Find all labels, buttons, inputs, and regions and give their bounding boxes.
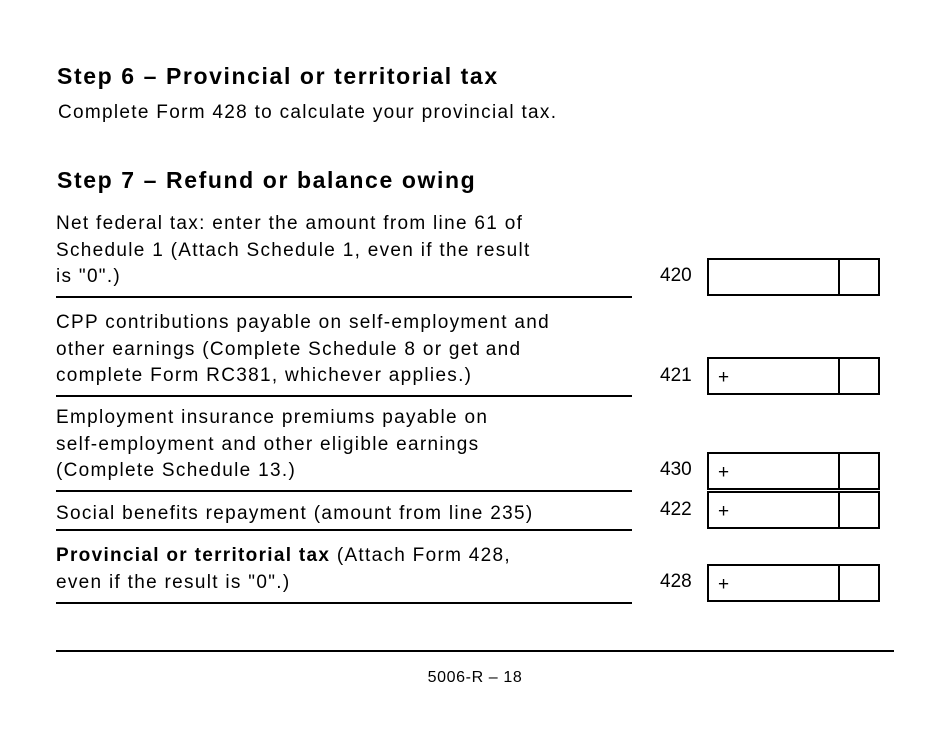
line-421-amount-field[interactable]: [707, 357, 880, 395]
line-421-text: other earnings (Complete Schedule 8 or get and: [56, 338, 522, 360]
row-separator: [56, 490, 632, 492]
line-428-description: [56, 543, 656, 596]
line-420-text: Schedule 1 (Attach Schedule 1, even if the result: [56, 239, 531, 261]
line-420-text: is "0".): [56, 266, 122, 287]
line-430-description: [56, 405, 656, 485]
line-430-operator: +: [718, 462, 730, 483]
line-421-text: CPP contributions payable on self-employment and: [56, 312, 551, 333]
line-430-text: Employment insurance premiums payable on: [56, 407, 489, 428]
line-420-text: Net federal tax: enter the amount from line 61 of: [56, 213, 524, 234]
line-428-amount-field[interactable]: [707, 564, 880, 602]
line-420-description: [56, 211, 656, 291]
step-6-instruction: Complete Form 428 to calculate your provincial tax.: [58, 102, 558, 123]
row-separator: [56, 529, 632, 531]
cents-divider: [838, 454, 840, 488]
line-430-text: self-employment and other eligible earnings: [56, 433, 480, 455]
step-6-heading: Step 6 – Provincial or territorial tax: [57, 63, 499, 89]
line-428-text: even if the result is "0".): [56, 571, 291, 593]
row-separator: [56, 296, 632, 298]
footer-rule: [56, 650, 894, 652]
line-420-number: 420: [660, 265, 692, 286]
line-430-amount-field[interactable]: [707, 452, 880, 490]
line-421-description: [56, 310, 656, 390]
line-430-text: (Complete Schedule 13.): [56, 460, 297, 481]
cents-divider: [838, 493, 840, 527]
line-422-number: 422: [660, 499, 692, 520]
page-label: 5006-R – 18: [427, 669, 523, 686]
step-7-heading: Step 7 – Refund or balance owing: [57, 167, 477, 193]
line-422-operator: +: [718, 501, 730, 522]
line-422-amount-field[interactable]: [707, 491, 880, 529]
line-428-bold-lead: Provincial or territorial tax: [56, 545, 331, 566]
line-422-text: Social benefits repayment (amount from line 235): [56, 503, 534, 524]
line-428-operator: +: [718, 574, 730, 595]
row-separator: [56, 602, 632, 604]
line-421-text: complete Form RC381, whichever applies.): [56, 365, 473, 386]
cents-divider: [838, 566, 840, 600]
line-428-lead-rest: (Attach Form 428,: [330, 545, 511, 566]
line-430-number: 430: [660, 459, 692, 480]
cents-divider: [838, 260, 840, 294]
line-421-number: 421: [660, 365, 692, 386]
line-428-text: [56, 543, 656, 570]
line-421-operator: +: [718, 367, 730, 388]
line-422-description: [56, 501, 656, 528]
line-420-amount-field[interactable]: [707, 258, 880, 296]
line-428-number: 428: [660, 571, 692, 592]
row-separator: [56, 395, 632, 397]
cents-divider: [838, 359, 840, 393]
